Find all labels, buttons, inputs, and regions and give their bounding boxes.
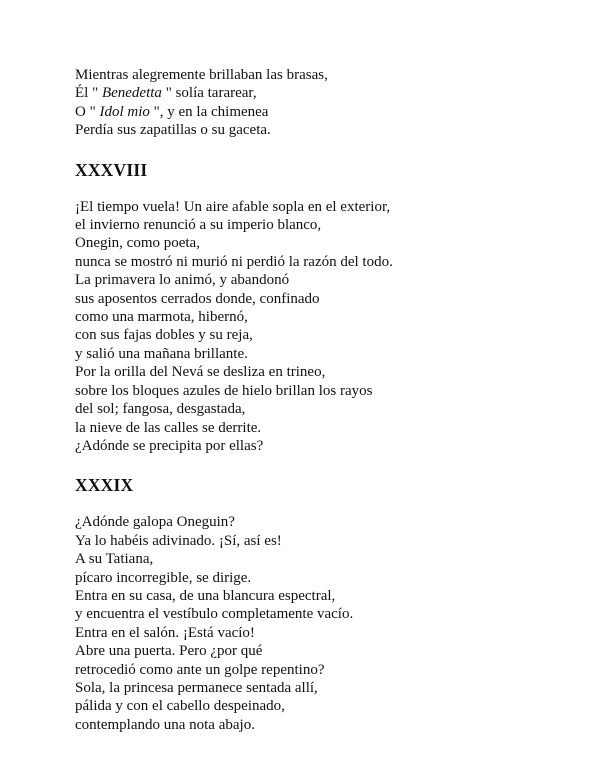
poem-line: Perdía sus zapatillas o su gaceta. bbox=[75, 122, 271, 139]
poem-line: ¿Adónde galopa Oneguin? bbox=[75, 514, 235, 531]
poem-line: la nieve de las calles se derrite. bbox=[75, 419, 262, 436]
poem-line: Por la orilla del Nevá se desliza en trineo, bbox=[75, 364, 326, 381]
poem-line bbox=[75, 103, 575, 121]
poem-line: como una marmota, hibernó, bbox=[75, 309, 248, 326]
poem-line: La primavera lo animó, y abandonó bbox=[75, 272, 290, 289]
poem-line: nunca se mostró ni murió ni perdió la razón del todo. bbox=[75, 253, 393, 270]
intro-stanza bbox=[75, 66, 575, 140]
stanza-heading: XXXVIII bbox=[75, 159, 148, 180]
line-segment: ", y en la chimenea bbox=[149, 103, 269, 120]
poem-line: y encuentra el vestíbulo completamente vacío. bbox=[75, 606, 354, 623]
poem-line bbox=[75, 84, 575, 102]
line-segment: O " bbox=[75, 103, 100, 120]
poem-line: pálida y con el cabello despeinado, bbox=[75, 698, 285, 715]
poem-line: y salió una mañana brillante. bbox=[75, 345, 248, 362]
poem-line: del sol; fangosa, desgastada, bbox=[75, 401, 246, 418]
poem-line: A su Tatiana, bbox=[75, 551, 154, 568]
poem-line: Entra en su casa, de una blancura espectral, bbox=[75, 587, 336, 604]
poem-line: Abre una puerta. Pero ¿por qué bbox=[75, 643, 263, 660]
song-title: Idol mio bbox=[99, 103, 150, 120]
poem-line: con sus fajas dobles y su reja, bbox=[75, 327, 253, 344]
stanza-xxxix bbox=[75, 513, 575, 734]
poem-line: pícaro incorregible, se dirige. bbox=[75, 569, 252, 586]
poem-line: Ya lo habéis adivinado. ¡Sí, así es! bbox=[75, 532, 282, 549]
stanza-heading: XXXIX bbox=[75, 475, 134, 496]
song-title: Benedetta bbox=[101, 85, 162, 102]
stanza-xxxviii bbox=[75, 198, 575, 456]
poem-line: contemplando una nota abajo. bbox=[75, 716, 255, 733]
poem-line: ¡El tiempo vuela! Un aire afable sopla en el exterior, bbox=[75, 198, 391, 215]
poem-line: Mientras alegremente brillaban las brasas, bbox=[75, 67, 328, 83]
poem-line: Onegin, como poeta, bbox=[75, 235, 200, 252]
poem-line: el invierno renunció a su imperio blanco, bbox=[75, 217, 322, 234]
poem-line: Sola, la princesa permanece sentada allí, bbox=[75, 679, 318, 696]
line-segment: Él " bbox=[75, 85, 102, 102]
poem-line: sobre los bloques azules de hielo brillan los rayos bbox=[75, 382, 373, 399]
document-page bbox=[75, 66, 575, 734]
poem-line: retrocedió como ante un golpe repentino? bbox=[75, 661, 325, 678]
poem-line: Entra en el salón. ¡Está vacío! bbox=[75, 624, 255, 641]
poem-line: sus aposentos cerrados donde, confinado bbox=[75, 290, 320, 307]
line-segment: " solía tararear, bbox=[161, 85, 257, 102]
poem-line: ¿Adónde se precipita por ellas? bbox=[75, 437, 264, 454]
